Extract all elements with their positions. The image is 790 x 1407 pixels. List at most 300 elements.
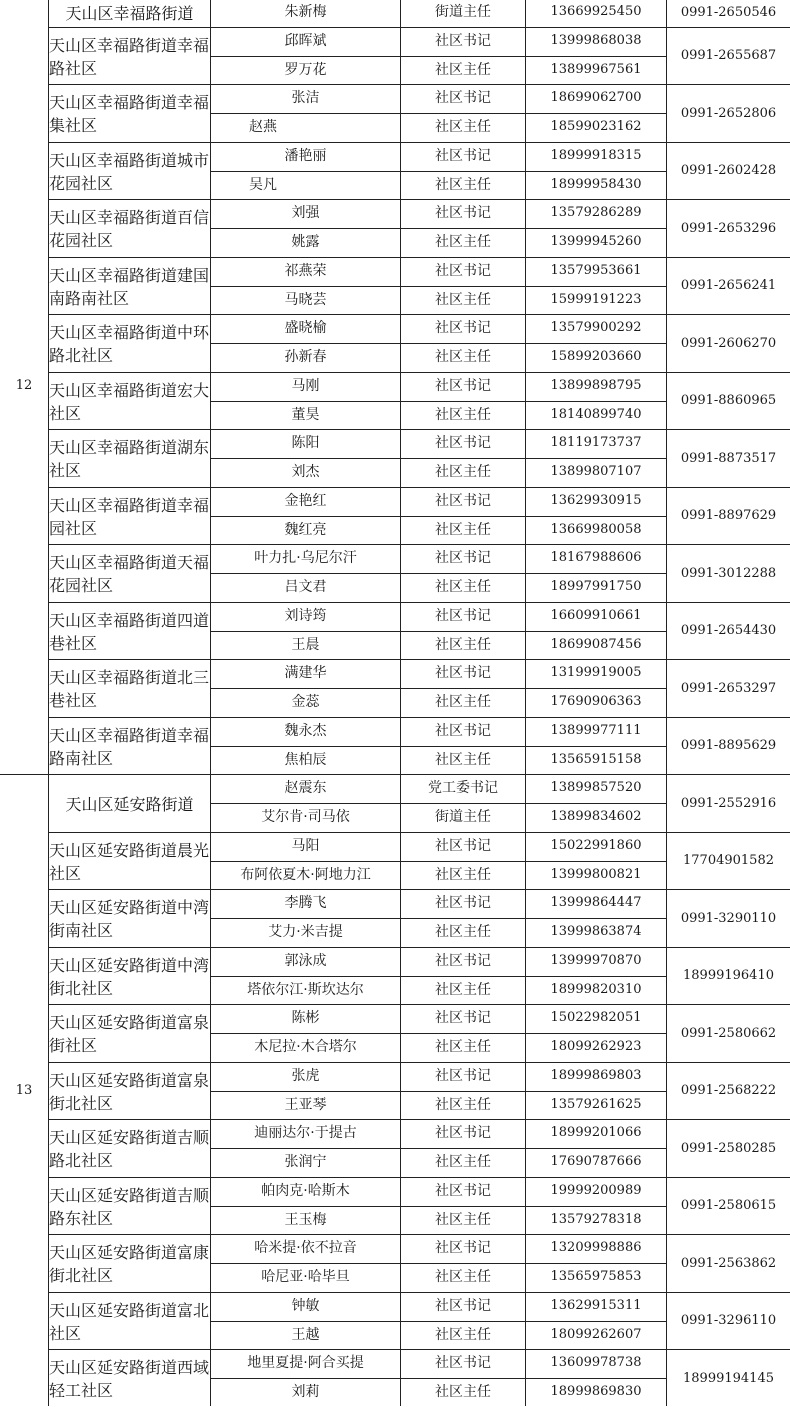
- office-phone: 0991-2653297: [680, 680, 777, 696]
- grid-line: [211, 113, 667, 114]
- grid-line: [211, 1033, 667, 1034]
- person-name: 魏红亮: [284, 521, 327, 538]
- org-name: 天山区幸福路街道天福花园社区: [49, 553, 210, 595]
- grid-line: [49, 142, 790, 143]
- mobile-number: 13629915311: [550, 1297, 642, 1313]
- mobile-number: 18997991750: [550, 579, 642, 594]
- grid-line: [211, 1091, 667, 1092]
- org-name: 天山区幸福路街道北三巷社区: [49, 668, 210, 710]
- grid-line: [49, 1004, 790, 1005]
- person-role: 社区书记: [435, 607, 491, 624]
- person-name: 马刚: [291, 377, 320, 394]
- org-cell: [49, 199, 210, 257]
- person-name: 王玉梅: [284, 1211, 327, 1228]
- person-name: 哈米提·依不拉音: [254, 1240, 357, 1257]
- office-phone-cell: [667, 142, 790, 200]
- office-phone: 0991-2552916: [680, 795, 777, 811]
- mobile-number: 17690906363: [550, 694, 642, 709]
- org-cell: [49, 1234, 210, 1292]
- person-role: 社区主任: [435, 1211, 491, 1228]
- org-name: 天山区幸福路街道幸福集社区: [49, 93, 210, 135]
- office-phone-cell: [667, 372, 790, 430]
- org-cell: [49, 832, 210, 890]
- person-name: 艾尔肯·司马依: [261, 809, 350, 825]
- person-role: 社区书记: [435, 1182, 491, 1199]
- office-phone: 0991-2654430: [680, 623, 777, 638]
- grid-line: [49, 889, 790, 890]
- person-role: 社区主任: [435, 751, 491, 768]
- mobile-number: 13999970870: [550, 952, 642, 968]
- grid-line: [211, 171, 667, 172]
- mobile-number: 18999869803: [550, 1067, 642, 1083]
- grid-line: [49, 429, 790, 430]
- person-role: 社区书记: [435, 147, 491, 164]
- person-name: 马阳: [291, 837, 320, 854]
- office-phone: 0991-2580285: [680, 1140, 777, 1156]
- office-phone-cell: [667, 0, 790, 27]
- grid-line: [211, 1206, 667, 1207]
- org-name: 天山区幸福路街道幸福路社区: [49, 35, 210, 78]
- mobile-number: 19999200989: [550, 1182, 642, 1198]
- mobile-number: 18099262923: [550, 1039, 642, 1054]
- grid-line: [211, 56, 667, 57]
- mobile-number: 18599023162: [550, 119, 642, 134]
- person-name: 潘艳丽: [284, 147, 327, 164]
- office-phone: 0991-8873517: [680, 450, 777, 466]
- mobile-number: 16609910661: [550, 607, 642, 623]
- mobile-number: 18699087456: [550, 636, 642, 652]
- person-name: 盛晓榆: [284, 320, 327, 337]
- person-name: 王亚琴: [284, 1096, 327, 1113]
- mobile-number: 18999918315: [550, 147, 642, 163]
- mobile-number: 13899967561: [550, 61, 642, 77]
- person-name: 张虎: [291, 1067, 320, 1084]
- person-role: 社区主任: [435, 234, 491, 250]
- grid-line: [525, 0, 526, 1406]
- org-name: 天山区延安路街道: [65, 794, 194, 814]
- grid-line: [211, 803, 667, 804]
- person-name: 李腾飞: [284, 895, 327, 912]
- office-phone: 0991-3296110: [680, 1313, 777, 1328]
- office-phone-cell: [667, 832, 790, 890]
- person-role: 社区主任: [435, 1326, 491, 1343]
- mobile-number: 18099262607: [550, 1326, 642, 1342]
- grid-line: [49, 1119, 790, 1120]
- grid-line: [49, 27, 790, 28]
- mobile-number: 15022982051: [550, 1010, 642, 1026]
- person-role: 社区主任: [435, 1096, 491, 1113]
- mobile-number: 13669980058: [550, 521, 642, 537]
- person-role: 社区书记: [435, 665, 491, 682]
- office-phone-cell: [667, 774, 790, 832]
- mobile-number: 18140899740: [550, 406, 642, 422]
- person-role: 街道主任: [435, 809, 491, 825]
- office-phone-cell: [667, 199, 790, 257]
- grid-line: [211, 918, 667, 919]
- org-name: 天山区延安路街道富泉街社区: [49, 1013, 210, 1055]
- person-role: 社区主任: [435, 521, 491, 538]
- person-role: 社区主任: [435, 291, 491, 308]
- person-name: 钟敏: [291, 1297, 320, 1314]
- person-role: 社区书记: [435, 435, 491, 452]
- office-phone: 0991-2653296: [680, 220, 777, 236]
- grid-line: [211, 1148, 667, 1149]
- person-name: 朱新梅: [284, 4, 327, 20]
- grid-line: [48, 0, 49, 1406]
- person-role: 社区书记: [435, 722, 491, 739]
- org-cell: [49, 487, 210, 545]
- org-name: 天山区幸福路街道四道巷社区: [49, 610, 210, 653]
- person-role: 社区主任: [435, 924, 491, 940]
- person-name: 罗万花: [284, 61, 327, 78]
- office-phone-cell: [667, 544, 790, 602]
- person-name: 满建华: [284, 665, 327, 682]
- office-phone-cell: [667, 1004, 790, 1062]
- org-name: 天山区幸福路街道宏大社区: [49, 380, 210, 423]
- office-phone: 0991-2568222: [680, 1083, 777, 1098]
- mobile-number: 13209998886: [550, 1240, 642, 1256]
- person-name: 陈彬: [291, 1010, 320, 1027]
- person-role: 社区主任: [435, 636, 491, 653]
- person-role: 街道主任: [435, 4, 491, 20]
- person-name: 金蕊: [291, 694, 320, 710]
- org-cell: [49, 1004, 210, 1062]
- office-phone: 0991-8895629: [680, 738, 777, 753]
- person-role: 社区书记: [435, 550, 491, 567]
- person-role: 社区书记: [435, 90, 491, 107]
- office-phone-cell: [667, 487, 790, 545]
- person-name: 赵震东: [284, 780, 327, 797]
- person-role: 社区书记: [435, 1297, 491, 1314]
- person-name: 艾力·米吉提: [268, 924, 343, 940]
- mobile-number: 13579278318: [550, 1211, 642, 1227]
- office-phone-cell: [667, 1062, 790, 1120]
- person-name: 孙新春: [284, 349, 327, 365]
- person-role: 社区书记: [435, 377, 491, 394]
- grid-line: [49, 487, 790, 488]
- grid-line: [211, 516, 667, 517]
- grid-line: [49, 544, 790, 545]
- grid-line: [49, 947, 790, 948]
- grid-line: [211, 976, 667, 977]
- mobile-number: 18167988606: [550, 550, 642, 566]
- org-cell: [49, 84, 210, 142]
- person-role: 社区主任: [435, 464, 491, 480]
- grid-line: [49, 1349, 790, 1350]
- grid-line: [211, 458, 667, 459]
- person-name: 金艳红: [284, 492, 327, 509]
- grid-line: [211, 573, 667, 574]
- org-cell: [49, 717, 210, 775]
- office-phone: 0991-8860965: [680, 393, 777, 408]
- org-name: 天山区幸福路街道湖东社区: [49, 438, 210, 480]
- org-cell: [49, 1177, 210, 1235]
- org-cell: [49, 1349, 210, 1407]
- person-role: 社区主任: [435, 349, 491, 365]
- office-phone-cell: [667, 1119, 790, 1177]
- org-cell: [49, 429, 210, 487]
- org-name: 天山区延安路街道晨光社区: [49, 840, 210, 883]
- person-role: 社区书记: [435, 1125, 491, 1142]
- office-phone: 0991-2580662: [680, 1025, 777, 1041]
- mobile-number: 13609978738: [550, 1355, 642, 1371]
- grid-line: [49, 602, 790, 603]
- office-phone-cell: [667, 947, 790, 1005]
- person-role: 社区主任: [435, 1384, 491, 1400]
- grid-line: [210, 0, 211, 1406]
- grid-line: [211, 1378, 667, 1379]
- org-cell: [49, 947, 210, 1005]
- mobile-number: 18999869830: [550, 1384, 642, 1399]
- person-name: 王越: [291, 1326, 320, 1343]
- person-name: 魏永杰: [284, 722, 327, 739]
- person-name: 吴凡: [249, 176, 277, 193]
- office-phone: 0991-2656241: [680, 278, 777, 293]
- mobile-number: 13579900292: [550, 320, 642, 336]
- person-name: 张洁: [291, 90, 320, 107]
- person-role: 社区书记: [435, 837, 491, 854]
- office-phone-cell: [667, 314, 790, 372]
- office-phone-cell: [667, 1177, 790, 1235]
- office-phone: 0991-2650546: [680, 4, 777, 20]
- org-name: 天山区幸福路街道建国南路南社区: [49, 265, 210, 308]
- office-phone-cell: [667, 429, 790, 487]
- mobile-number: 13565915158: [550, 751, 642, 767]
- office-phone-cell: [667, 257, 790, 315]
- office-phone-cell: [667, 1234, 790, 1292]
- mobile-number: 13899857520: [550, 780, 642, 796]
- person-name: 王晨: [291, 636, 320, 653]
- person-name: 郭泳成: [284, 952, 327, 969]
- person-role: 社区主任: [435, 176, 491, 193]
- org-name: 天山区幸福路街道幸福园社区: [49, 495, 210, 538]
- org-cell: [49, 1292, 210, 1350]
- mobile-number: 13899977111: [550, 722, 642, 738]
- person-name: 刘莉: [291, 1384, 320, 1400]
- grid-line: [0, 774, 790, 775]
- person-role: 社区主任: [435, 981, 491, 998]
- mobile-number: 15899203660: [550, 349, 642, 364]
- mobile-number: 13999800821: [550, 866, 642, 882]
- person-name: 刘强: [291, 205, 320, 222]
- grid-line: [49, 832, 790, 833]
- office-phone: 0991-8897629: [680, 508, 777, 523]
- grid-line: [49, 1234, 790, 1235]
- person-role: 社区书记: [435, 1010, 491, 1027]
- person-role: 社区书记: [435, 895, 491, 912]
- office-phone: 0991-2602428: [680, 163, 777, 178]
- office-phone: 0991-2655687: [680, 48, 777, 63]
- person-name: 木尼拉·木合塔尔: [254, 1039, 357, 1055]
- mobile-number: 13579286289: [550, 205, 642, 221]
- office-phone-cell: [667, 84, 790, 142]
- person-role: 社区书记: [435, 1240, 491, 1257]
- office-phone: 0991-2606270: [680, 335, 777, 351]
- office-phone-cell: [667, 1349, 790, 1407]
- person-name: 吕文君: [284, 579, 327, 595]
- person-role: 社区主任: [435, 119, 491, 135]
- person-role: 社区书记: [435, 1355, 491, 1372]
- person-role: 社区书记: [435, 1067, 491, 1084]
- person-name: 刘诗筠: [284, 607, 327, 624]
- org-name: 天山区延安路街道中湾街南社区: [49, 898, 210, 940]
- mobile-number: 13999863874: [550, 924, 642, 939]
- mobile-number: 13999868038: [550, 32, 642, 48]
- grid-line: [211, 861, 667, 862]
- org-name: 天山区延安路街道西域轻工社区: [49, 1358, 210, 1400]
- org-cell: [49, 142, 210, 200]
- person-name: 帕肉克·哈斯木: [261, 1182, 350, 1199]
- grid-line: [49, 84, 790, 85]
- person-role: 社区书记: [435, 952, 491, 969]
- person-name: 张润宁: [284, 1154, 327, 1170]
- office-phone-cell: [667, 27, 790, 85]
- grid-line: [211, 228, 667, 229]
- person-role: 社区书记: [435, 492, 491, 509]
- org-name: 天山区延安路街道吉顺路东社区: [49, 1185, 210, 1228]
- person-name: 布阿依夏木·阿地力江: [240, 866, 371, 883]
- org-name: 天山区延安路街道富泉街北社区: [49, 1070, 210, 1113]
- mobile-number: 13579953661: [550, 262, 642, 278]
- org-name: 天山区幸福路街道城市花园社区: [49, 150, 210, 193]
- mobile-number: 13199919005: [550, 665, 642, 681]
- mobile-number: 18999820310: [550, 981, 642, 997]
- person-role: 社区书记: [435, 320, 491, 337]
- office-phone: 0991-3012288: [680, 565, 777, 581]
- grid-line: [49, 372, 790, 373]
- person-role: 社区书记: [435, 32, 491, 49]
- person-role: 社区主任: [435, 694, 491, 710]
- grid-line: [49, 199, 790, 200]
- office-phone: 18999194145: [683, 1370, 774, 1386]
- person-role: 社区主任: [435, 61, 491, 78]
- person-name: 焦柏辰: [284, 751, 327, 768]
- mobile-number: 13999945260: [550, 234, 642, 249]
- office-phone-cell: [667, 889, 790, 947]
- office-phone: 18999196410: [683, 968, 774, 983]
- office-phone: 0991-2652806: [680, 105, 777, 121]
- org-cell: [49, 27, 210, 85]
- org-name: 天山区延安路街道吉顺路北社区: [49, 1128, 210, 1170]
- mobile-number: 15022991860: [550, 837, 642, 853]
- office-phone: 0991-2563862: [680, 1255, 777, 1271]
- mobile-number: 15999191223: [550, 291, 642, 307]
- org-cell: [49, 602, 210, 660]
- person-role: 社区书记: [435, 262, 491, 279]
- person-role: 社区主任: [435, 579, 491, 595]
- org-cell: [49, 257, 210, 315]
- mobile-number: 13669925450: [550, 4, 642, 19]
- person-role: 社区主任: [435, 1154, 491, 1170]
- org-cell: [49, 1062, 210, 1120]
- office-phone-cell: [667, 659, 790, 717]
- org-cell: [49, 774, 210, 832]
- grid-line: [211, 401, 667, 402]
- grid-line: [49, 1177, 790, 1178]
- org-cell: [49, 314, 210, 372]
- person-role: 社区主任: [435, 406, 491, 423]
- org-cell: [49, 659, 210, 717]
- person-name: 赵燕: [249, 119, 277, 135]
- group-number: 13: [15, 1082, 33, 1098]
- mobile-number: 18699062700: [550, 90, 642, 106]
- person-name: 邱晖斌: [284, 32, 327, 49]
- office-phone: 0991-2580615: [680, 1198, 777, 1213]
- office-phone-cell: [667, 602, 790, 660]
- grid-line: [211, 1321, 667, 1322]
- mobile-number: 13899898795: [550, 377, 642, 393]
- mobile-number: 13999864447: [550, 895, 642, 911]
- grid-line: [211, 286, 667, 287]
- person-name: 姚露: [291, 234, 320, 250]
- org-name: 天山区幸福路街道幸福路南社区: [49, 725, 210, 768]
- mobile-number: 13899834602: [550, 809, 642, 824]
- person-name: 马晓芸: [284, 291, 327, 308]
- org-cell: [49, 0, 210, 27]
- office-phone: 0991-3290110: [680, 910, 777, 926]
- person-name: 迪丽达尔·于提古: [254, 1125, 357, 1142]
- org-name: 天山区幸福路街道中环路北社区: [49, 323, 210, 365]
- person-name: 地里夏提·阿合买提: [247, 1355, 364, 1372]
- mobile-number: 13629930915: [550, 492, 642, 508]
- org-name: 天山区幸福路街道: [65, 3, 194, 23]
- mobile-number: 18119173737: [550, 435, 642, 451]
- org-name: 天山区延安路街道富康街北社区: [49, 1243, 210, 1285]
- grid-line: [211, 1263, 667, 1264]
- grid-line: [49, 659, 790, 660]
- grid-line: [666, 0, 667, 1406]
- org-cell: [49, 544, 210, 602]
- grid-line: [211, 746, 667, 747]
- grid-line: [211, 631, 667, 632]
- person-name: 陈阳: [291, 435, 320, 452]
- mobile-number: 17690787666: [550, 1154, 642, 1169]
- person-name: 塔依尔江·斯坎达尔: [247, 981, 364, 998]
- org-cell: [49, 889, 210, 947]
- mobile-number: 18999958430: [550, 176, 642, 192]
- office-phone-cell: [667, 1292, 790, 1350]
- grid-line: [49, 257, 790, 258]
- person-role: 社区书记: [435, 205, 491, 222]
- person-name: 哈尼亚·哈毕旦: [261, 1269, 350, 1285]
- grid-line: [49, 314, 790, 315]
- person-name: 董昊: [291, 406, 320, 423]
- person-role: 社区主任: [435, 866, 491, 883]
- office-phone: 17704901582: [683, 853, 774, 868]
- mobile-number: 13899807107: [550, 464, 642, 479]
- mobile-number: 13579261625: [550, 1096, 642, 1112]
- mobile-number: 13565975853: [550, 1269, 642, 1284]
- org-name: 天山区延安路街道富北社区: [49, 1300, 210, 1343]
- person-role: 社区主任: [435, 1039, 491, 1055]
- grid-line: [49, 717, 790, 718]
- group-number: 12: [15, 378, 33, 394]
- office-phone-cell: [667, 717, 790, 775]
- person-role: 党工委书记: [428, 780, 498, 797]
- person-name: 祁燕荣: [284, 262, 327, 279]
- grid-line: [49, 1062, 790, 1063]
- person-name: 叶力扎·乌尼尔汗: [254, 550, 357, 567]
- grid-line: [400, 0, 401, 1406]
- person-name: 刘杰: [291, 464, 320, 480]
- grid-line: [49, 1292, 790, 1293]
- grid-line: [211, 343, 667, 344]
- org-cell: [49, 1119, 210, 1177]
- grid-line: [211, 688, 667, 689]
- org-cell: [49, 372, 210, 430]
- mobile-number: 18999201066: [550, 1125, 642, 1141]
- person-role: 社区主任: [435, 1269, 491, 1285]
